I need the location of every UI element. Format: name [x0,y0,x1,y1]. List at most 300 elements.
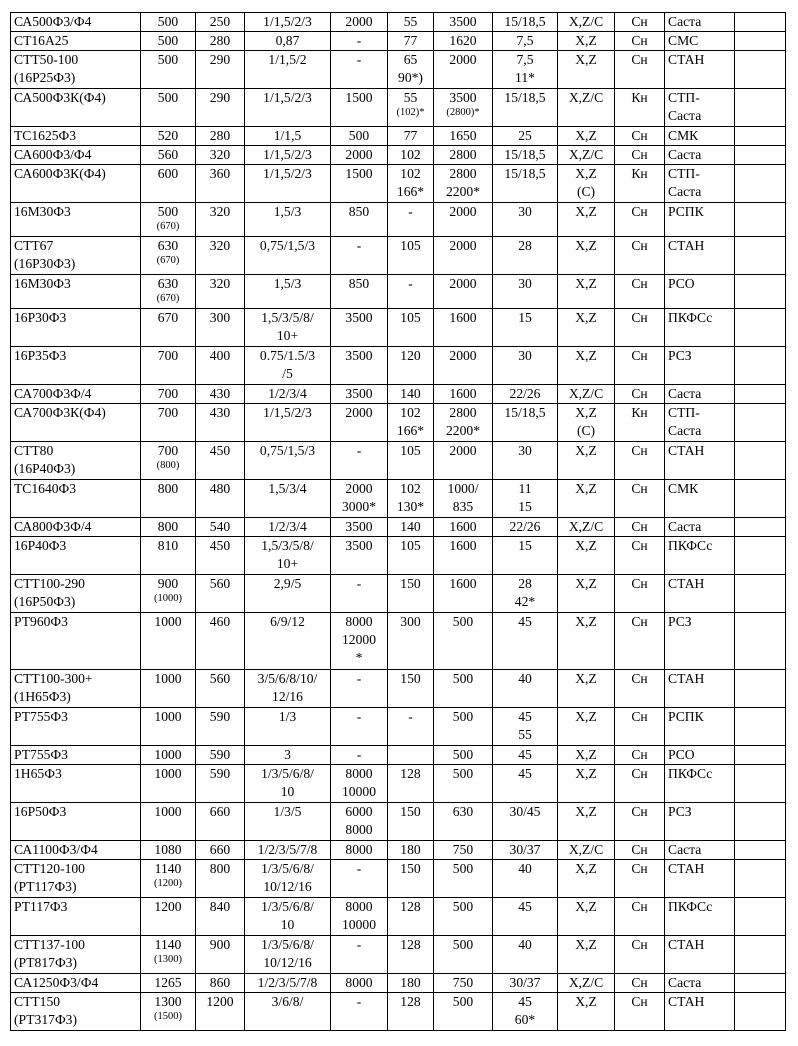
cell-line: СМС [668,33,699,48]
cell-line: 10000 [342,784,376,799]
cell-note [735,860,786,898]
cell-line: 2000 [449,52,477,67]
cell-speed-min [388,347,434,385]
cell-line: 1000 [154,709,182,724]
cell-manufacturer [665,898,735,936]
cell-axes [558,708,615,746]
cell-line: Сн [631,386,648,401]
cell-max-diameter [141,708,196,746]
cell-spindle-power [245,765,331,803]
cell-line: 150 [400,804,421,819]
cell-model [11,385,141,404]
cell-manufacturer [665,670,735,708]
cell-axes [558,993,615,1031]
cell-line: 835 [452,499,474,514]
table-row [11,518,786,537]
cell-line: 0,87 [275,33,300,48]
cell-line: 8000 [345,899,373,914]
cell-line: РСПК [668,204,704,219]
cell-note [735,480,786,518]
cell-type [615,936,665,974]
cell-speed-max [434,385,493,404]
cell-speed-min [388,613,434,670]
cell-spindle-power [245,993,331,1031]
table-row [11,237,786,275]
cell-line: 10/12/16 [263,955,312,970]
cell-spindle-power [245,803,331,841]
cell-line: X,Z [575,671,597,686]
cell-line: 500 [452,937,474,952]
cell-center-height [196,442,245,480]
cell-speed-min [388,708,434,746]
cell-torque [331,13,388,32]
cell-speed-max [434,146,493,165]
cell-line: 15 [518,310,532,325]
cell-line: 800 [209,861,231,876]
cell-note [735,670,786,708]
cell-line: СМК [668,128,699,143]
cell-line: 15/18,5 [504,147,546,162]
cell-line: Сн [631,443,648,458]
cell-line: 3/6/8/ [271,994,304,1009]
cell-line: 150 [400,861,421,876]
cell-model [11,237,141,275]
cell-line: 1140 [154,861,182,876]
cell-line: Саста [668,975,702,990]
cell-speed-max [434,127,493,146]
cell-note [735,803,786,841]
cell-type [615,708,665,746]
cell-line: РСЗ [668,614,692,629]
cell-line: 500 [157,33,179,48]
cell-line: СА600Ф3К(Ф4) [14,166,106,181]
cell-line: 860 [209,975,231,990]
cell-line: 900 [157,576,179,591]
cell-speed-min [388,13,434,32]
cell-max-diameter [141,613,196,670]
cell-center-height [196,32,245,51]
cell-model [11,765,141,803]
cell-line: X,Z [575,52,597,67]
cell-type [615,442,665,480]
table-row [11,127,786,146]
cell-torque [331,347,388,385]
cell-line: 25 [518,128,532,143]
cell-line: 2800 [449,147,477,162]
cell-line: 102 [400,147,421,162]
cell-max-diameter [141,275,196,309]
cell-subnote: (670) [156,221,180,232]
cell-line: Сн [631,204,648,219]
table-row [11,480,786,518]
cell-line: 810 [157,538,179,553]
cell-line: 40 [518,937,532,952]
cell-center-height [196,13,245,32]
cell-speed-max [434,237,493,275]
cell-axes [558,803,615,841]
cell-line: 1650 [449,128,477,143]
cell-line: 102 [400,481,421,496]
cell-speed-min [388,480,434,518]
cell-line: X,Z [575,994,597,1009]
cell-note [735,765,786,803]
cell-speed-min [388,127,434,146]
cell-line: 8000 [345,614,373,629]
cell-spindle-power [245,309,331,347]
cell-type [615,309,665,347]
cell-line: 1/2/3/5/7/8 [257,842,318,857]
cell-line: СТТ137-100 [14,937,85,952]
cell-line: 430 [209,386,231,401]
cell-line: 90*) [398,70,423,85]
cell-line: 1,5/3 [273,204,302,219]
cell-line: Сн [631,861,648,876]
cell-center-height [196,670,245,708]
cell-speed-max [434,898,493,936]
cell-line: 6/9/12 [270,614,305,629]
cell-line: 1,5/3/5/8/ [261,538,314,553]
cell-line: (1Н65Ф3) [14,689,71,704]
cell-line: - [356,33,362,48]
cell-manufacturer [665,708,735,746]
cell-speed-max [434,51,493,89]
cell-speed-min [388,146,434,165]
cell-line: 45 [518,747,532,762]
cell-speed-max [434,203,493,237]
cell-line: Кн [631,405,648,420]
cell-speed-max [434,765,493,803]
cell-line: 1600 [449,519,477,534]
cell-line: Сн [631,52,648,67]
cell-note [735,575,786,613]
cell-line: 1080 [154,842,182,857]
cell-line: 40 [518,861,532,876]
cell-manufacturer [665,518,735,537]
cell-drive-power [493,613,558,670]
cell-max-diameter [141,480,196,518]
cell-line: 40 [518,671,532,686]
cell-max-diameter [141,13,196,32]
cell-drive-power [493,936,558,974]
cell-line: 30/45 [509,804,541,819]
cell-spindle-power [245,518,331,537]
cell-speed-min [388,404,434,442]
cell-line: 128 [400,937,421,952]
cell-line: 3500 [449,14,477,29]
cell-spindle-power [245,898,331,936]
cell-line: 3500 [345,538,373,553]
cell-line: X,Z [575,33,597,48]
cell-center-height [196,841,245,860]
cell-line: 800 [157,519,179,534]
cell-max-diameter [141,575,196,613]
cell-line: 128 [400,994,421,1009]
cell-drive-power [493,146,558,165]
cell-torque [331,803,388,841]
cell-drive-power [493,385,558,404]
cell-line: 120 [400,348,421,363]
cell-max-diameter [141,89,196,127]
table-row [11,385,786,404]
table-row [11,347,786,385]
cell-line: 150 [400,671,421,686]
cell-note [735,613,786,670]
cell-line: 3500 [449,90,477,105]
cell-center-height [196,537,245,575]
cell-line: Сн [631,842,648,857]
cell-line: 660 [209,842,231,857]
cell-line: 300 [400,614,421,629]
machine-spec-table [10,12,786,1031]
cell-line: 30 [518,276,532,291]
cell-drive-power [493,993,558,1031]
cell-line: 28 [518,238,532,253]
cell-line: X,Z [575,128,597,143]
cell-line: 10+ [276,328,299,343]
cell-line: 1200 [154,899,182,914]
cell-type [615,670,665,708]
cell-line: 1600 [449,538,477,553]
cell-line: 2000 [345,14,373,29]
cell-spindle-power [245,51,331,89]
cell-axes [558,898,615,936]
cell-line: 30 [518,443,532,458]
table-row [11,708,786,746]
cell-line: 7,5 [516,52,534,67]
cell-drive-power [493,89,558,127]
cell-speed-max [434,275,493,309]
cell-line: 16Р35Ф3 [14,348,67,363]
cell-drive-power [493,746,558,765]
cell-spindle-power [245,165,331,203]
cell-line: 560 [209,576,231,591]
cell-spindle-power [245,237,331,275]
table-row [11,404,786,442]
cell-line: X,Z [575,166,597,181]
cell-speed-max [434,518,493,537]
cell-type [615,974,665,993]
cell-line: 2000 [449,348,477,363]
cell-line: 166* [396,423,425,438]
cell-manufacturer [665,275,735,309]
cell-line: РСЗ [668,348,692,363]
cell-center-height [196,203,245,237]
cell-manufacturer [665,613,735,670]
cell-manufacturer [665,385,735,404]
cell-drive-power [493,13,558,32]
cell-line: Саста [668,519,702,534]
cell-speed-min [388,974,434,993]
cell-axes [558,127,615,146]
cell-line: 10/12/16 [263,879,312,894]
cell-drive-power [493,32,558,51]
cell-line: X,Z [575,276,597,291]
cell-max-diameter [141,936,196,974]
cell-line: РТ755Ф3 [14,747,68,762]
cell-line: Сн [631,14,648,29]
cell-line: 1/1,5/2/3 [263,90,312,105]
cell-axes [558,974,615,993]
cell-speed-max [434,347,493,385]
cell-spindle-power [245,347,331,385]
cell-speed-min [388,993,434,1031]
cell-line: - [408,204,413,219]
cell-line: 1300 [154,994,182,1009]
cell-line: 500 [157,90,179,105]
cell-line: РТ755Ф3 [14,709,68,724]
cell-line: X,Z [575,747,597,762]
table-row [11,203,786,237]
cell-line: 16М30Ф3 [14,276,71,291]
cell-line: ТС1625Ф3 [14,128,77,143]
cell-drive-power [493,51,558,89]
cell-line: 28 [518,576,532,591]
cell-drive-power [493,480,558,518]
cell-note [735,898,786,936]
cell-line: Сн [631,937,648,952]
cell-line: 560 [209,671,231,686]
cell-spindle-power [245,860,331,898]
cell-center-height [196,146,245,165]
cell-line: 360 [209,166,231,181]
cell-line: 65 [403,52,418,67]
cell-manufacturer [665,993,735,1031]
cell-center-height [196,765,245,803]
cell-line: 2000 [449,204,477,219]
cell-manufacturer [665,51,735,89]
cell-line: 500 [348,128,370,143]
cell-line: 500 [452,861,474,876]
cell-max-diameter [141,746,196,765]
cell-line: X,Z/C [568,14,604,29]
cell-type [615,146,665,165]
cell-line: X,Z [575,310,597,325]
cell-speed-min [388,32,434,51]
cell-model [11,575,141,613]
cell-line: 12/16 [272,689,303,704]
cell-speed-max [434,670,493,708]
cell-line: Сн [631,128,648,143]
cell-line: Кн [631,90,648,105]
cell-line: 45 [518,614,532,629]
cell-max-diameter [141,974,196,993]
cell-line: 1/3/5 [273,804,302,819]
cell-drive-power [493,404,558,442]
cell-max-diameter [141,51,196,89]
cell-axes [558,765,615,803]
cell-center-height [196,480,245,518]
cell-center-height [196,127,245,146]
cell-line: - [356,937,362,952]
cell-line: Сн [631,33,648,48]
table-row [11,613,786,670]
cell-line: 11* [515,70,535,85]
table-row [11,165,786,203]
cell-center-height [196,275,245,309]
cell-note [735,275,786,309]
cell-subnote: (1200) [154,878,182,889]
cell-line: 8000 [345,842,373,857]
table-row [11,575,786,613]
cell-model [11,89,141,127]
cell-axes [558,575,615,613]
cell-line: 30/37 [509,975,541,990]
cell-subnote: (1000) [154,593,182,604]
cell-spindle-power [245,203,331,237]
cell-manufacturer [665,746,735,765]
cell-line: 1600 [449,310,477,325]
cell-line: 11 [518,481,532,496]
cell-line: 500 [452,747,474,762]
cell-type [615,746,665,765]
cell-spindle-power [245,974,331,993]
cell-line: СА700Ф3К(Ф4) [14,405,106,420]
cell-line: X,Z [575,576,597,591]
cell-type [615,803,665,841]
cell-line: X,Z/C [568,90,604,105]
table-row [11,89,786,127]
cell-axes [558,480,615,518]
cell-line: 102 [400,166,421,181]
cell-line: СА500Ф3/Ф4 [14,14,92,29]
cell-line: 150 [400,576,421,591]
cell-spindle-power [245,385,331,404]
cell-model [11,127,141,146]
cell-line: 500 [157,14,179,29]
cell-speed-max [434,860,493,898]
cell-line: 1,5/3 [273,276,302,291]
cell-axes [558,32,615,51]
cell-torque [331,708,388,746]
cell-line: ПКФСс [668,766,713,781]
cell-drive-power [493,203,558,237]
cell-line: 290 [209,52,231,67]
cell-manufacturer [665,32,735,51]
cell-line: 105 [400,310,421,325]
cell-line: 140 [400,386,421,401]
cell-line: 8000 [345,822,373,837]
cell-axes [558,841,615,860]
cell-line: 450 [209,443,231,458]
cell-line: 45 [518,899,532,914]
cell-center-height [196,860,245,898]
table-row [11,309,786,347]
cell-line: 140 [400,519,421,534]
cell-line: 2000 [345,405,373,420]
cell-manufacturer [665,404,735,442]
cell-line: РСЗ [668,804,692,819]
table-row [11,275,786,309]
cell-note [735,537,786,575]
cell-line: (16Р50Ф3) [14,594,76,609]
cell-line: 0.75/1.5/3 [259,348,316,363]
cell-speed-min [388,275,434,309]
cell-line: X,Z/C [568,519,604,534]
cell-model [11,203,141,237]
cell-line: 1000 [154,747,182,762]
cell-line: 280 [209,128,231,143]
cell-drive-power [493,309,558,347]
cell-drive-power [493,670,558,708]
document-page [10,12,785,1031]
cell-speed-max [434,803,493,841]
cell-line: 400 [209,348,231,363]
cell-line: - [356,861,362,876]
cell-model [11,442,141,480]
cell-line: ПКФСс [668,538,713,553]
cell-line: - [356,671,362,686]
cell-line: 22/26 [509,386,541,401]
